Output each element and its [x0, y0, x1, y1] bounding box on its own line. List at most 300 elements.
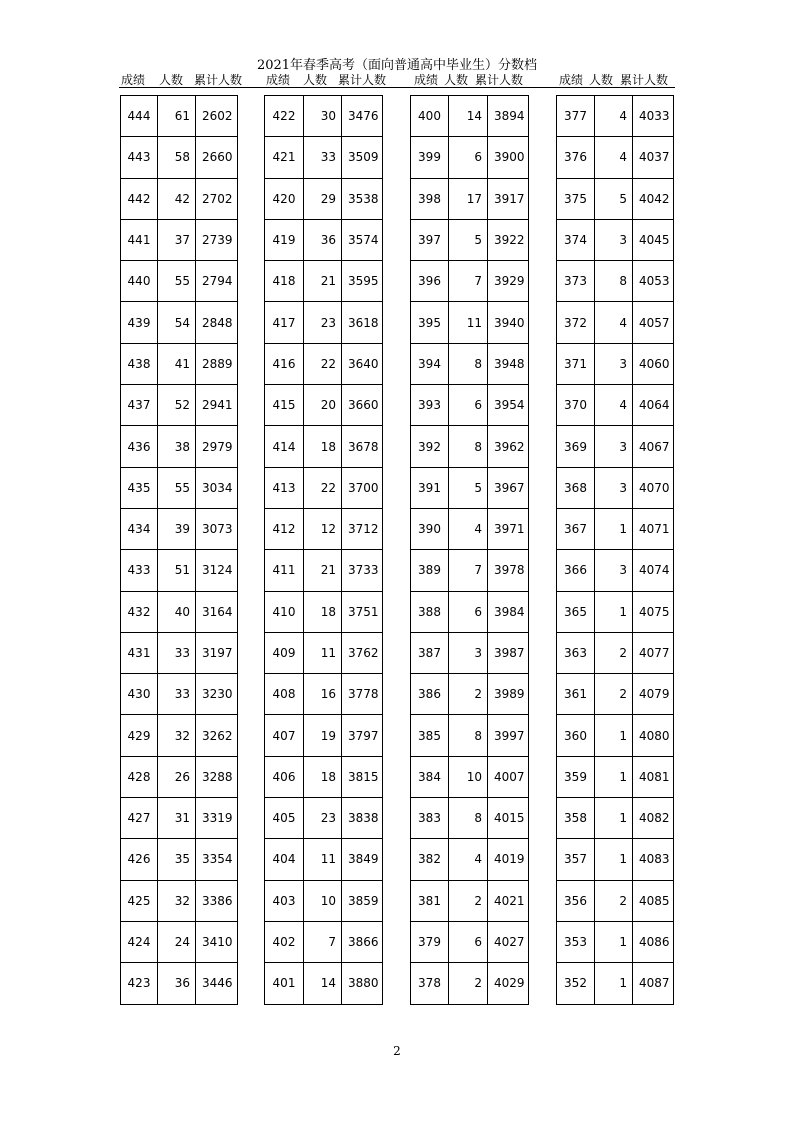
score-cell: 377 — [557, 96, 595, 137]
header-cumulative: 累计人数 — [620, 73, 669, 87]
score-cell: 439 — [121, 302, 158, 343]
count-cell: 14 — [304, 963, 342, 1004]
header-score: 成绩 — [414, 73, 439, 87]
cumulative-cell: 3618 — [342, 302, 383, 343]
count-cell: 7 — [449, 261, 488, 302]
score-cell: 363 — [557, 632, 595, 673]
table-row — [121, 798, 238, 839]
table-row — [121, 715, 238, 756]
cumulative-cell: 3288 — [196, 756, 238, 797]
table-row — [121, 219, 238, 260]
table-row — [557, 921, 674, 962]
table-row — [121, 261, 238, 302]
score-cell: 370 — [557, 385, 595, 426]
count-cell: 20 — [304, 385, 342, 426]
score-table-group-2 — [264, 95, 383, 1005]
score-cell: 384 — [411, 756, 449, 797]
cumulative-cell: 4015 — [488, 798, 529, 839]
cumulative-cell: 3712 — [342, 508, 383, 549]
table-row — [411, 715, 529, 756]
cumulative-cell: 3678 — [342, 426, 383, 467]
cumulative-cell: 4042 — [633, 178, 674, 219]
score-cell: 398 — [411, 178, 449, 219]
table-row — [557, 963, 674, 1004]
count-cell: 4 — [449, 839, 488, 880]
count-cell: 51 — [158, 550, 196, 591]
table-row — [411, 508, 529, 549]
header-score: 成绩 — [121, 73, 146, 87]
score-cell: 390 — [411, 508, 449, 549]
count-cell: 26 — [158, 756, 196, 797]
score-cell: 402 — [265, 921, 304, 962]
page-title: 2021年春季高考（面向普通高中毕业生）分数档 — [256, 58, 538, 73]
score-cell: 371 — [557, 343, 595, 384]
cumulative-cell: 4074 — [633, 550, 674, 591]
score-cell: 391 — [411, 467, 449, 508]
score-cell: 415 — [265, 385, 304, 426]
score-cell: 376 — [557, 137, 595, 178]
table-row — [557, 632, 674, 673]
table-row — [411, 921, 529, 962]
score-cell: 379 — [411, 921, 449, 962]
table-row — [411, 550, 529, 591]
column-headers-group-3 — [412, 73, 537, 87]
table-row — [265, 302, 383, 343]
score-cell: 372 — [557, 302, 595, 343]
score-cell: 438 — [121, 343, 158, 384]
cumulative-cell: 3929 — [488, 261, 529, 302]
cumulative-cell: 4037 — [633, 137, 674, 178]
count-cell: 31 — [158, 798, 196, 839]
count-cell: 55 — [158, 467, 196, 508]
cumulative-cell: 3838 — [342, 798, 383, 839]
count-cell: 24 — [158, 921, 196, 962]
table-row — [411, 880, 529, 921]
count-cell: 14 — [449, 96, 488, 137]
count-cell: 4 — [595, 385, 633, 426]
count-cell: 39 — [158, 508, 196, 549]
count-cell: 4 — [595, 137, 633, 178]
score-cell: 361 — [557, 674, 595, 715]
cumulative-cell: 4082 — [633, 798, 674, 839]
table-row — [265, 261, 383, 302]
table-row — [121, 302, 238, 343]
table-row — [121, 839, 238, 880]
score-cell: 393 — [411, 385, 449, 426]
table-row — [411, 178, 529, 219]
count-cell: 18 — [304, 591, 342, 632]
score-cell: 436 — [121, 426, 158, 467]
score-cell: 427 — [121, 798, 158, 839]
count-cell: 6 — [449, 137, 488, 178]
count-cell: 3 — [595, 343, 633, 384]
count-cell: 7 — [449, 550, 488, 591]
table-row — [265, 674, 383, 715]
count-cell: 1 — [595, 756, 633, 797]
count-cell: 54 — [158, 302, 196, 343]
table-row — [265, 591, 383, 632]
table-row — [265, 137, 383, 178]
score-cell: 422 — [265, 96, 304, 137]
score-cell: 368 — [557, 467, 595, 508]
table-row — [557, 302, 674, 343]
score-cell: 394 — [411, 343, 449, 384]
score-cell: 412 — [265, 508, 304, 549]
cumulative-cell: 4027 — [488, 921, 529, 962]
column-headers-group-4 — [557, 73, 682, 87]
table-row — [265, 632, 383, 673]
table-row — [557, 343, 674, 384]
count-cell: 1 — [595, 591, 633, 632]
cumulative-cell: 3164 — [196, 591, 238, 632]
count-cell: 18 — [304, 756, 342, 797]
cumulative-cell: 2602 — [196, 96, 238, 137]
cumulative-cell: 3733 — [342, 550, 383, 591]
score-cell: 387 — [411, 632, 449, 673]
count-cell: 22 — [304, 467, 342, 508]
count-cell: 21 — [304, 261, 342, 302]
cumulative-cell: 4057 — [633, 302, 674, 343]
header-score: 成绩 — [266, 73, 291, 87]
table-row — [557, 715, 674, 756]
count-cell: 29 — [304, 178, 342, 219]
table-row — [265, 839, 383, 880]
score-cell: 397 — [411, 219, 449, 260]
header-count: 人数 — [589, 73, 614, 87]
header-cumulative: 累计人数 — [475, 73, 524, 87]
header-count: 人数 — [444, 73, 469, 87]
count-cell: 30 — [304, 96, 342, 137]
cumulative-cell: 3866 — [342, 921, 383, 962]
count-cell: 18 — [304, 426, 342, 467]
cumulative-cell: 4007 — [488, 756, 529, 797]
score-cell: 382 — [411, 839, 449, 880]
cumulative-cell: 3595 — [342, 261, 383, 302]
table-row — [557, 508, 674, 549]
cumulative-cell: 4060 — [633, 343, 674, 384]
count-cell: 17 — [449, 178, 488, 219]
score-cell: 358 — [557, 798, 595, 839]
table-row — [265, 798, 383, 839]
count-cell: 5 — [595, 178, 633, 219]
count-cell: 5 — [449, 467, 488, 508]
cumulative-cell: 4067 — [633, 426, 674, 467]
count-cell: 3 — [595, 550, 633, 591]
table-row — [265, 178, 383, 219]
table-row — [265, 385, 383, 426]
score-cell: 434 — [121, 508, 158, 549]
table-row — [265, 426, 383, 467]
count-cell: 36 — [304, 219, 342, 260]
count-cell: 11 — [449, 302, 488, 343]
count-cell: 23 — [304, 798, 342, 839]
table-row — [121, 508, 238, 549]
count-cell: 4 — [595, 96, 633, 137]
score-cell: 392 — [411, 426, 449, 467]
count-cell: 6 — [449, 591, 488, 632]
score-cell: 365 — [557, 591, 595, 632]
cumulative-cell: 4045 — [633, 219, 674, 260]
table-row — [411, 96, 529, 137]
count-cell: 2 — [595, 674, 633, 715]
table-row — [411, 756, 529, 797]
table-row — [265, 219, 383, 260]
table-row — [557, 756, 674, 797]
cumulative-cell: 3971 — [488, 508, 529, 549]
score-cell: 367 — [557, 508, 595, 549]
score-cell: 410 — [265, 591, 304, 632]
table-row — [265, 921, 383, 962]
cumulative-cell: 4029 — [488, 963, 529, 1004]
cumulative-cell: 4086 — [633, 921, 674, 962]
table-row — [121, 137, 238, 178]
table-row — [557, 674, 674, 715]
cumulative-cell: 4019 — [488, 839, 529, 880]
count-cell: 12 — [304, 508, 342, 549]
cumulative-cell: 3751 — [342, 591, 383, 632]
score-cell: 429 — [121, 715, 158, 756]
cumulative-cell: 2739 — [196, 219, 238, 260]
cumulative-cell: 2979 — [196, 426, 238, 467]
table-row — [121, 426, 238, 467]
table-row — [265, 343, 383, 384]
cumulative-cell: 2889 — [196, 343, 238, 384]
cumulative-cell: 3509 — [342, 137, 383, 178]
score-cell: 395 — [411, 302, 449, 343]
score-cell: 437 — [121, 385, 158, 426]
count-cell: 36 — [158, 963, 196, 1004]
cumulative-cell: 4064 — [633, 385, 674, 426]
score-cell: 408 — [265, 674, 304, 715]
header-rule — [119, 87, 675, 88]
score-cell: 425 — [121, 880, 158, 921]
score-cell: 378 — [411, 963, 449, 1004]
table-row — [411, 839, 529, 880]
score-cell: 432 — [121, 591, 158, 632]
header-count: 人数 — [159, 73, 184, 87]
table-row — [121, 756, 238, 797]
header-score: 成绩 — [559, 73, 584, 87]
cumulative-cell: 4075 — [633, 591, 674, 632]
cumulative-cell: 4080 — [633, 715, 674, 756]
count-cell: 2 — [595, 880, 633, 921]
cumulative-cell: 3073 — [196, 508, 238, 549]
score-table-group-3 — [410, 95, 529, 1005]
table-row — [557, 426, 674, 467]
count-cell: 10 — [449, 756, 488, 797]
score-cell: 375 — [557, 178, 595, 219]
score-cell: 353 — [557, 921, 595, 962]
table-row — [411, 426, 529, 467]
cumulative-cell: 2702 — [196, 178, 238, 219]
table-row — [557, 550, 674, 591]
table-row — [121, 921, 238, 962]
cumulative-cell: 3922 — [488, 219, 529, 260]
count-cell: 38 — [158, 426, 196, 467]
score-table-group-4 — [556, 95, 674, 1005]
count-cell: 2 — [449, 880, 488, 921]
count-cell: 42 — [158, 178, 196, 219]
table-row — [557, 261, 674, 302]
cumulative-cell: 2660 — [196, 137, 238, 178]
count-cell: 40 — [158, 591, 196, 632]
table-row — [411, 591, 529, 632]
table-row — [121, 385, 238, 426]
cumulative-cell: 3700 — [342, 467, 383, 508]
count-cell: 58 — [158, 137, 196, 178]
table-row — [557, 137, 674, 178]
score-cell: 442 — [121, 178, 158, 219]
score-cell: 401 — [265, 963, 304, 1004]
cumulative-cell: 4081 — [633, 756, 674, 797]
cumulative-cell: 4085 — [633, 880, 674, 921]
column-headers-group-1 — [119, 73, 244, 87]
cumulative-cell: 3859 — [342, 880, 383, 921]
score-cell: 411 — [265, 550, 304, 591]
cumulative-cell: 3446 — [196, 963, 238, 1004]
count-cell: 8 — [449, 798, 488, 839]
cumulative-cell: 3940 — [488, 302, 529, 343]
count-cell: 55 — [158, 261, 196, 302]
score-cell: 356 — [557, 880, 595, 921]
score-cell: 416 — [265, 343, 304, 384]
cumulative-cell: 4083 — [633, 839, 674, 880]
cumulative-cell: 4053 — [633, 261, 674, 302]
count-cell: 6 — [449, 385, 488, 426]
count-cell: 23 — [304, 302, 342, 343]
score-cell: 399 — [411, 137, 449, 178]
cumulative-cell: 4070 — [633, 467, 674, 508]
score-cell: 417 — [265, 302, 304, 343]
count-cell: 11 — [304, 632, 342, 673]
count-cell: 33 — [158, 674, 196, 715]
table-row — [121, 467, 238, 508]
score-cell: 385 — [411, 715, 449, 756]
score-cell: 366 — [557, 550, 595, 591]
cumulative-cell: 3762 — [342, 632, 383, 673]
score-cell: 400 — [411, 96, 449, 137]
count-cell: 33 — [158, 632, 196, 673]
score-cell: 389 — [411, 550, 449, 591]
table-row — [121, 591, 238, 632]
cumulative-cell: 4021 — [488, 880, 529, 921]
score-cell: 357 — [557, 839, 595, 880]
score-cell: 423 — [121, 963, 158, 1004]
cumulative-cell: 3948 — [488, 343, 529, 384]
count-cell: 37 — [158, 219, 196, 260]
count-cell: 5 — [449, 219, 488, 260]
cumulative-cell: 3262 — [196, 715, 238, 756]
table-row — [557, 839, 674, 880]
table-row — [411, 137, 529, 178]
table-row — [411, 674, 529, 715]
table-row — [411, 219, 529, 260]
count-cell: 21 — [304, 550, 342, 591]
count-cell: 1 — [595, 715, 633, 756]
count-cell: 32 — [158, 715, 196, 756]
score-cell: 420 — [265, 178, 304, 219]
count-cell: 32 — [158, 880, 196, 921]
cumulative-cell: 3034 — [196, 467, 238, 508]
table-row — [557, 178, 674, 219]
table-row — [557, 798, 674, 839]
score-cell: 405 — [265, 798, 304, 839]
count-cell: 1 — [595, 921, 633, 962]
count-cell: 4 — [595, 302, 633, 343]
cumulative-cell: 3984 — [488, 591, 529, 632]
count-cell: 8 — [449, 715, 488, 756]
count-cell: 7 — [304, 921, 342, 962]
table-row — [121, 880, 238, 921]
score-cell: 441 — [121, 219, 158, 260]
cumulative-cell: 4079 — [633, 674, 674, 715]
count-cell: 1 — [595, 839, 633, 880]
score-cell: 428 — [121, 756, 158, 797]
cumulative-cell: 3410 — [196, 921, 238, 962]
score-cell: 426 — [121, 839, 158, 880]
table-row — [265, 963, 383, 1004]
column-headers-group-2 — [264, 73, 389, 87]
cumulative-cell: 3124 — [196, 550, 238, 591]
count-cell: 3 — [449, 632, 488, 673]
table-row — [411, 467, 529, 508]
score-cell: 373 — [557, 261, 595, 302]
count-cell: 52 — [158, 385, 196, 426]
table-row — [557, 591, 674, 632]
cumulative-cell: 3778 — [342, 674, 383, 715]
table-row — [265, 756, 383, 797]
cumulative-cell: 4071 — [633, 508, 674, 549]
page-number: 2 — [393, 1044, 401, 1058]
score-cell: 435 — [121, 467, 158, 508]
score-cell: 403 — [265, 880, 304, 921]
cumulative-cell: 3978 — [488, 550, 529, 591]
table-row — [411, 261, 529, 302]
count-cell: 1 — [595, 963, 633, 1004]
table-row — [557, 385, 674, 426]
table-row — [121, 963, 238, 1004]
cumulative-cell: 3640 — [342, 343, 383, 384]
cumulative-cell: 3849 — [342, 839, 383, 880]
cumulative-cell: 3538 — [342, 178, 383, 219]
header-count: 人数 — [303, 73, 328, 87]
cumulative-cell: 3476 — [342, 96, 383, 137]
table-row — [265, 467, 383, 508]
count-cell: 35 — [158, 839, 196, 880]
cumulative-cell: 4087 — [633, 963, 674, 1004]
score-cell: 413 — [265, 467, 304, 508]
cumulative-cell: 4077 — [633, 632, 674, 673]
count-cell: 6 — [449, 921, 488, 962]
table-row — [265, 96, 383, 137]
count-cell: 2 — [449, 674, 488, 715]
count-cell: 3 — [595, 219, 633, 260]
table-row — [557, 467, 674, 508]
score-table-group-1 — [120, 95, 238, 1005]
cumulative-cell: 3962 — [488, 426, 529, 467]
table-row — [411, 302, 529, 343]
table-row — [121, 178, 238, 219]
count-cell: 2 — [595, 632, 633, 673]
table-row — [265, 715, 383, 756]
score-cell: 443 — [121, 137, 158, 178]
score-cell: 374 — [557, 219, 595, 260]
cumulative-cell: 3354 — [196, 839, 238, 880]
score-cell: 360 — [557, 715, 595, 756]
cumulative-cell: 3954 — [488, 385, 529, 426]
cumulative-cell: 3660 — [342, 385, 383, 426]
cumulative-cell: 3574 — [342, 219, 383, 260]
